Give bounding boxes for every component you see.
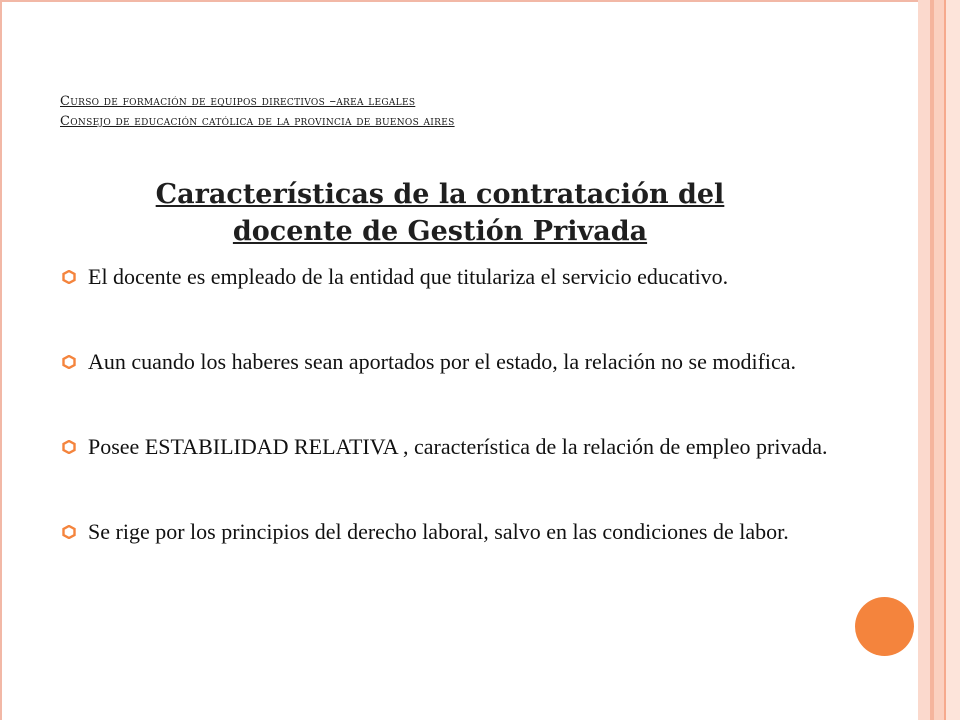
hexagon-ring-icon [62,355,76,369]
slide-title: Características de la contratación del docente de Gestión Privada [155,179,725,247]
header-line-2: Consejo de educación católica de la provincia de buenos aires [60,114,455,129]
bullet-item [60,432,840,461]
bullet-item [60,262,840,291]
slide-header [60,92,820,132]
header-line-1: Curso de formación de equipos directivos –area legales [60,94,416,109]
bullet-text: Posee ESTABILIDAD RELATIVA , característica de la relación de empleo privada. [88,434,828,459]
hexagon-ring-icon [62,270,76,284]
decorative-band [918,0,930,720]
bullet-list [60,262,840,602]
bullet-text: Aun cuando los haberes sean aportados por el estado, la relación no se modifica. [88,349,797,374]
bullet-item [60,517,840,546]
decorative-band [934,0,944,720]
decorative-band [946,0,960,720]
bullet-item [60,347,840,376]
decorative-circle [855,597,914,656]
hexagon-ring-icon [62,525,76,539]
bullet-text: Se rige por los principios del derecho laboral, salvo en las condiciones de labor. [88,519,789,544]
hexagon-ring-icon [62,440,76,454]
bullet-text: El docente es empleado de la entidad que titulariza el servicio educativo. [88,264,729,289]
